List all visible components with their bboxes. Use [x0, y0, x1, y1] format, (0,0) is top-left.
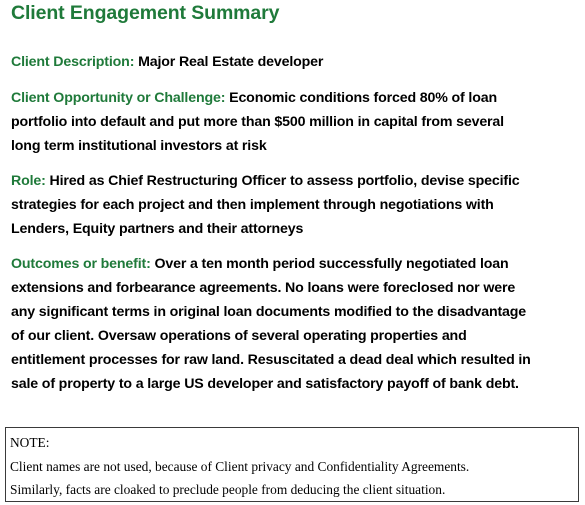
- note-text: Similarly, facts are cloaked to preclude people from deducing the client situation.: [10, 482, 446, 497]
- section-line: [11, 86, 581, 110]
- section-label: Role:: [11, 173, 46, 189]
- section-text: Major Real Estate developer: [138, 54, 324, 70]
- section-text: strategies for each project and then implement through negotiations with: [11, 197, 494, 213]
- section-line: [11, 50, 581, 74]
- section-client-opportunity: [11, 86, 581, 158]
- section-role: [11, 169, 581, 241]
- note-heading: NOTE:: [10, 435, 50, 450]
- section-client-description: [11, 50, 581, 74]
- section-text: long term institutional investors at risk: [11, 138, 267, 154]
- section-label: Client Description:: [11, 54, 135, 70]
- section-text: Over a ten month period successfully negotiated loan: [154, 256, 509, 272]
- section-line: [11, 252, 581, 276]
- section-text: Economic conditions forced 80% of loan: [229, 90, 497, 106]
- section-label: Client Opportunity or Challenge:: [11, 90, 226, 106]
- section-line: [11, 169, 581, 193]
- section-text: Hired as Chief Restructuring Officer to assess portfolio, devise specific: [49, 173, 520, 189]
- section-text: portfolio into default and put more than $500 million in capital from several: [11, 114, 504, 130]
- note-text: Client names are not used, because of Client privacy and Confidentiality Agreements.: [10, 458, 470, 474]
- section-text: entitlement processes for raw land. Resuscitated a dead deal which resulted in: [11, 352, 531, 368]
- section-label: Outcomes or benefit:: [11, 256, 151, 272]
- section-text: of our client. Oversaw operations of several operating properties and: [11, 328, 467, 344]
- section-outcomes: [11, 252, 581, 396]
- section-text: extensions and forbearance agreements. No loans were foreclosed nor were: [11, 280, 516, 296]
- note-box: [5, 427, 579, 502]
- section-text: Lenders, Equity partners and their attorneys: [11, 221, 304, 237]
- section-text: any significant terms in original loan documents modified to the disadvantage: [11, 304, 527, 320]
- section-text: sale of property to a large US developer and satisfactory payoff of bank debt.: [11, 376, 519, 392]
- page-title: Client Engagement Summary: [11, 2, 280, 24]
